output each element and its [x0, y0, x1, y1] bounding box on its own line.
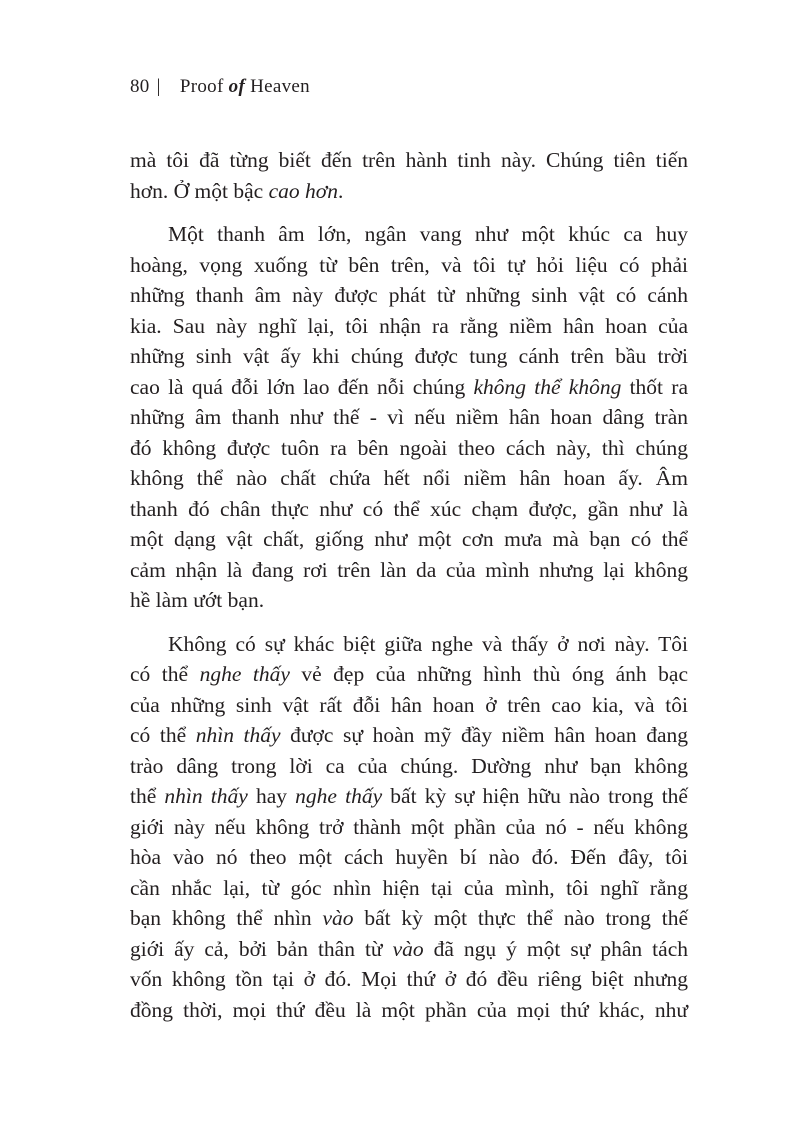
book-title-word: Proof — [179, 76, 224, 97]
paragraph — [130, 629, 688, 1026]
text-line — [130, 250, 688, 281]
text-segment: cần nhắc lại, từ góc nhìn hiện tại của mình, tôi nghĩ rằng — [130, 875, 688, 900]
italic-text: cao hơn — [268, 178, 338, 203]
text-line — [130, 402, 688, 433]
text-segment: có thể — [130, 723, 196, 747]
text-segment: cao là quá đỗi lớn lao đến nỗi chúng — [130, 374, 474, 399]
text-segment: thốt ra — [621, 374, 688, 399]
text-line — [130, 873, 688, 904]
text-line — [130, 341, 688, 372]
book-title-word: Heaven — [250, 76, 310, 97]
text-line — [130, 995, 688, 1026]
text-segment: đó không được tuôn ra bên ngoài theo cách này, thì chúng — [130, 435, 688, 460]
text-line — [130, 494, 688, 525]
book-title-word: of — [228, 76, 246, 97]
body-text — [130, 145, 688, 1038]
text-segment: . — [337, 178, 344, 203]
text-segment: Không có sự khác biệt giữa nghe và thấy ở nơi này. Tôi — [168, 631, 688, 656]
text-segment: mà tôi đã từng biết đến trên hành tinh này. Chúng tiên tiến — [130, 148, 688, 172]
italic-text: không thể không — [473, 374, 622, 399]
text-segment: của những sinh vật rất đỗi hân hoan ở trên cao kia, và tôi — [130, 692, 688, 717]
text-segment: vốn không tồn tại ở đó. Mọi thứ ở đó đều riêng biệt nhưng — [130, 967, 688, 991]
text-line — [130, 219, 688, 250]
text-segment: những thanh âm này được phát từ những sinh vật có cánh — [130, 283, 688, 307]
text-segment: không thể nào chất chứa hết nổi niềm hân hoan ấy. Âm — [130, 466, 688, 490]
text-segment: hòa vào nó theo một cách huyền bí nào đó. Đến đây, tôi — [130, 845, 688, 869]
text-line — [130, 372, 688, 403]
text-segment: trào dâng trong lời ca của chúng. Dường như bạn không — [130, 753, 688, 778]
text-segment: những sinh vật ấy khi chúng được tung cánh trên bầu trời — [130, 344, 688, 368]
text-line — [130, 629, 688, 660]
text-line — [130, 311, 688, 342]
text-segment: được sự hoàn mỹ đầy niềm hân hoan đang — [280, 723, 688, 747]
text-segment: vẻ đẹp của những hình thù óng ánh bạc — [289, 662, 689, 686]
text-line — [130, 145, 688, 176]
text-line — [130, 751, 688, 782]
paragraph — [130, 219, 688, 616]
italic-text: nghe thấy — [295, 784, 383, 808]
italic-text: vào — [392, 936, 424, 961]
text-segment: cảm nhận là đang rơi trên làn da của mình nhưng lại không — [130, 557, 688, 582]
text-segment: bất kỳ sự hiện hữu nào trong thế — [382, 784, 688, 808]
text-line — [130, 433, 688, 464]
italic-text: nhìn thấy — [164, 784, 248, 808]
text-segment: hoàng, vọng xuống từ bên trên, và tôi tự hỏi liệu có phải — [130, 252, 688, 277]
text-line — [130, 659, 688, 690]
text-segment: có thể — [130, 662, 200, 686]
text-segment: Một thanh âm lớn, ngân vang như một khúc ca huy — [168, 222, 688, 246]
italic-text: vào — [322, 906, 354, 930]
text-segment: giới này nếu không trở thành một phần của nó - nếu không — [130, 814, 688, 839]
header-separator: | — [156, 76, 161, 97]
text-line — [130, 463, 688, 494]
italic-text: nhìn thấy — [195, 723, 281, 747]
text-segment: một dạng vật chất, giống như một cơn mưa mà bạn có thể — [130, 527, 688, 551]
italic-text: nghe thấy — [199, 662, 290, 686]
text-line — [130, 812, 688, 843]
text-segment: hề làm ướt bạn. — [130, 588, 265, 612]
running-header — [130, 76, 310, 98]
page-number: 80 — [130, 76, 150, 97]
text-segment: thanh đó chân thực như có thể xúc chạm được, gần như là — [130, 496, 688, 521]
text-line — [130, 585, 688, 616]
text-segment: đồng thời, mọi thứ đều là một phần của mọi thứ khác, như — [130, 997, 688, 1022]
text-segment: hay — [247, 784, 296, 808]
text-line — [130, 176, 688, 207]
text-segment: kia. Sau này nghĩ lại, tôi nhận ra rằng niềm hân hoan của — [130, 313, 688, 338]
text-line — [130, 555, 688, 586]
text-segment: giới ấy cả, bởi bản thân từ — [130, 936, 393, 961]
text-line — [130, 903, 688, 934]
text-line — [130, 842, 688, 873]
text-line — [130, 964, 688, 995]
text-line — [130, 720, 688, 751]
text-segment: những âm thanh như thế - vì nếu niềm hân hoan dâng tràn — [130, 405, 688, 429]
text-line — [130, 524, 688, 555]
text-line — [130, 934, 688, 965]
book-title — [180, 76, 310, 97]
text-line — [130, 690, 688, 721]
text-line — [130, 781, 688, 812]
paragraph — [130, 145, 688, 206]
text-segment: bạn không thể nhìn — [130, 906, 323, 930]
text-segment: bất kỳ một thực thể nào trong thế — [353, 906, 688, 930]
text-segment: hơn. Ở một bậc — [130, 178, 269, 203]
text-segment: thể — [130, 784, 165, 808]
text-segment: đã ngụ ý một sự phân tách — [423, 936, 688, 961]
text-line — [130, 280, 688, 311]
